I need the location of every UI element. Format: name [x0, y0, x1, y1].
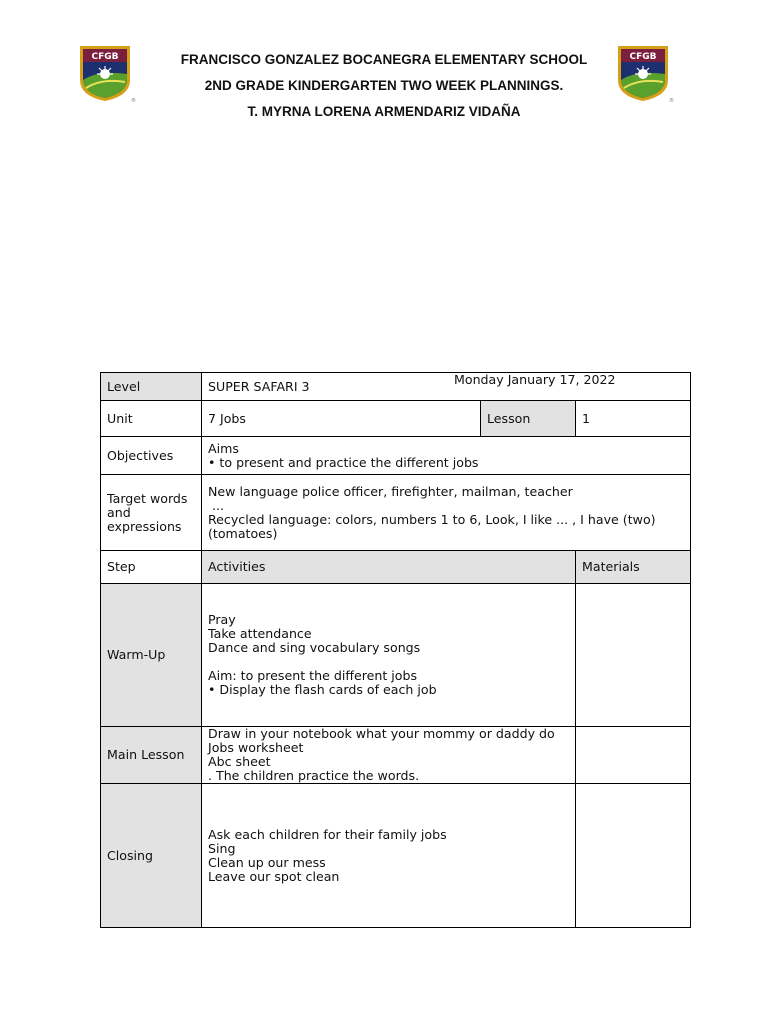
lesson-date: Monday January 17, 2022 [454, 371, 616, 387]
target-line: New language police officer, firefighter, mailman, teacher [208, 483, 573, 499]
level-row [101, 373, 691, 401]
warmup-line: Pray [208, 612, 236, 627]
teacher-name: T. MYRNA LORENA ARMENDARIZ VIDAÑA [247, 104, 521, 119]
warmup-activities [202, 584, 576, 727]
objectives-label: Objectives [101, 437, 202, 475]
level-cell [202, 373, 691, 401]
target-words-label [101, 475, 202, 551]
lesson-plan-table [100, 372, 690, 928]
warmup-label: Warm-Up [101, 584, 202, 727]
objectives-cell [202, 437, 691, 475]
target-line: ... [208, 497, 225, 513]
target-words-row [101, 475, 691, 551]
warmup-line: Dance and sing vocabulary songs [208, 640, 421, 655]
crest-icon [78, 44, 132, 102]
lesson-value: 1 [576, 401, 691, 437]
school-crest-left: CFGB ® [78, 44, 132, 104]
target-label-line: expressions [107, 518, 182, 534]
level-label: Level [101, 373, 202, 401]
closing-line: Clean up our mess [208, 854, 326, 870]
objectives-line: Aims [208, 440, 239, 456]
main-lesson-activities [202, 727, 576, 784]
steps-header-row [101, 551, 691, 584]
target-line: Recycled language: colors, numbers 1 to 6, Look, I like ... , I have (two) [208, 511, 656, 527]
warmup-aim-line: Aim: to present the different jobs [208, 668, 418, 683]
unit-row [101, 401, 691, 437]
main-line: Draw in your notebook what your mommy or daddy do [208, 726, 555, 741]
warmup-row [101, 584, 691, 727]
activities-header: Activities [202, 551, 576, 584]
materials-header: Materials [576, 551, 691, 584]
target-label-line: Target words [107, 490, 188, 506]
main-lesson-row [101, 727, 691, 784]
closing-activities [202, 784, 576, 928]
crest-icon [616, 44, 670, 102]
main-lesson-materials [576, 727, 691, 784]
school-name: FRANCISCO GONZALEZ BOCANEGRA ELEMENTARY SCHOOL [180, 52, 588, 67]
level-value: SUPER SAFARI 3 [208, 378, 310, 394]
main-lesson-label: Main Lesson [101, 727, 202, 784]
main-line: . The children practice the words. [208, 768, 420, 783]
svg-text:CFGB: CFGB [91, 52, 119, 62]
step-header: Step [101, 551, 202, 584]
planning-title: 2ND GRADE KINDERGARTEN TWO WEEK PLANNINGS. [204, 78, 564, 93]
objectives-row [101, 437, 691, 475]
target-label-line: and [107, 504, 131, 520]
closing-line: Sing [208, 840, 236, 856]
main-line: Abc sheet [208, 754, 271, 769]
target-line: (tomatoes) [208, 525, 278, 541]
unit-value: 7 Jobs [202, 401, 481, 437]
warmup-aim-line: • Display the flash cards of each job [208, 682, 437, 697]
closing-row [101, 784, 691, 928]
warmup-materials [576, 584, 691, 727]
school-crest-right: CFGB ® [616, 44, 670, 104]
target-words-cell [202, 475, 691, 551]
svg-text:CFGB: CFGB [629, 52, 657, 62]
main-line: Jobs worksheet [208, 740, 304, 755]
closing-line: Ask each children for their family jobs [208, 826, 447, 842]
warmup-line: Take attendance [208, 626, 312, 641]
closing-label: Closing [101, 784, 202, 928]
unit-label: Unit [101, 401, 202, 437]
lesson-label: Lesson [481, 401, 576, 437]
objectives-line: • to present and practice the different jobs [208, 454, 479, 470]
closing-materials [576, 784, 691, 928]
closing-line: Leave our spot clean [208, 868, 340, 884]
